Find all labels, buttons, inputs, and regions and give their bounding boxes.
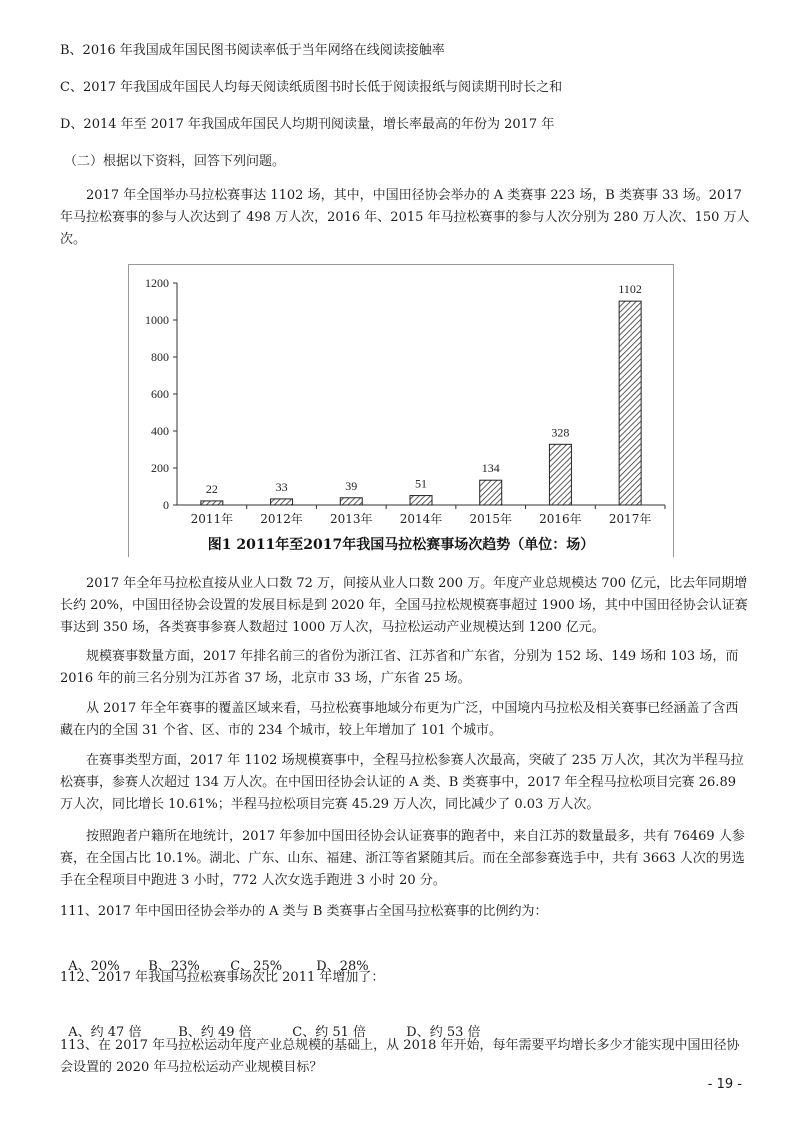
bar-value-label: 51 <box>415 476 427 491</box>
x-tick-label: 2016年 <box>539 512 582 526</box>
bar <box>271 499 293 505</box>
paragraph-industry: 2017 年全年马拉松直接从业人口数 72 万，间接从业人口数 200 万。年度产业总规模达 700 亿元，比去年同期增长约 20%，中国田径协会设置的发展目标是到 2020 年，全国马拉松规模赛事超过 1900 场，其中中国田径协会认证赛事达到 350 场，各类赛事参赛人数超过 1000 万人次，马拉松运动产业规模达到 1200 亿元。 <box>60 576 748 635</box>
chart-canvas <box>129 265 673 557</box>
y-tick-label: 1200 <box>145 276 169 290</box>
paragraph-provinces: 规模赛事数量方面，2017 年排名前三的省份为浙江省、江苏省和广东省，分别为 152 场、149 场和 103 场，而 2016 年的前三名分别为江苏省 37 场，北京市 33 场，广东省 25 场。 <box>60 649 739 686</box>
question-111-stem: 111、2017 年中国田径协会举办的 A 类与 B 类赛事占全国马拉松赛事的比例约为： <box>60 904 548 919</box>
paragraph-coverage: 从 2017 年全年赛事的覆盖区域来看，马拉松赛事地域分布更为广泛，中国境内马拉松及相关赛事已经涵盖了含西藏在内的全国 31 个省、区、市的 234 个城市，较上年增加了 101 个城市。 <box>60 701 739 738</box>
q111-option-d[interactable]: D、28% <box>316 959 369 974</box>
q111-option-b[interactable]: B、23% <box>148 959 200 974</box>
bar-value-label: 328 <box>551 425 570 440</box>
q112-option-d[interactable]: D、约 53 倍 <box>406 1025 481 1040</box>
bar <box>480 480 502 505</box>
y-tick-label: 200 <box>151 461 169 475</box>
q111-option-a[interactable]: A、20% <box>68 959 120 974</box>
bar-value-label: 22 <box>205 481 218 496</box>
x-tick-label: 2014年 <box>399 512 443 526</box>
section-heading: （二）根据以下资料，回答下列问题。 <box>64 154 286 169</box>
chart-title: 图1 2011年至2017年我国马拉松赛事场次趋势（单位：场） <box>207 537 595 553</box>
bar-value-label: 39 <box>345 478 358 493</box>
option-d-line: D、2014 年至 2017 年我国成年国民人均期刊阅读量，增长率最高的年份为 2017 年 <box>60 117 555 132</box>
y-tick-label: 1000 <box>145 313 169 327</box>
bar <box>201 501 223 505</box>
intro-paragraph: 2017 年全国举办马拉松赛事达 1102 场，其中，中国田径协会举办的 A 类赛事 223 场，B 类赛事 33 场。2017 年马拉松赛事的参与人次达到了 498 万人次，2016 年、2015 年马拉松赛事的参与人次分别为 280 万人次、150 万人次。 <box>60 188 750 247</box>
bar-value-label: 134 <box>481 461 500 476</box>
bar-chart <box>128 264 674 557</box>
q112-option-a[interactable]: A、约 47 倍 <box>68 1025 142 1040</box>
paragraph-runners: 按照跑者户籍所在地统计，2017 年参加中国田径协会认证赛事的跑者中，来自江苏的数量最多，共有 76469 人参赛，在全国占比 10.1%。湖北、广东、山东、福建、浙江等省紧随其后。而在全部参赛选手中，共有 3663 人次的男选手在全程项目中跑进 3 小时，772 人次女选手跑进 3 小时 20 分。 <box>60 829 745 888</box>
bar <box>340 498 362 505</box>
bar-value-label: 33 <box>275 479 288 494</box>
y-tick-label: 400 <box>151 424 169 438</box>
bar <box>619 301 641 505</box>
y-tick-label: 800 <box>151 350 169 364</box>
y-tick-label: 600 <box>151 387 169 401</box>
x-tick-label: 2013年 <box>330 512 373 526</box>
question-112-stem: 112、2017 年我国马拉松赛事场次比 2011 年增加了： <box>60 970 385 985</box>
paragraph-event-types: 在赛事类型方面，2017 年 1102 场规模赛事中，全程马拉松参赛人次最高，突破了 235 万人次，其次为半程马拉松赛事，参赛人次超过 134 万人次。在中国田径协会认证的 A 类、B 类赛事中，2017 年全程马拉松项目完赛 26.89 万人次，同比增长 10.61%；半程马拉松项目完赛 45.29 万人次，同比减少了 0.03 万人次。 <box>60 753 744 812</box>
question-113-stem: 113、在 2017 年马拉松运动年度产业总规模的基础上，从 2018 年开始，每年需要平均增长多少才能实现中国田径协会设置的 2020 年马拉松运动产业规模目标？ <box>60 1038 740 1075</box>
x-tick-label: 2012年 <box>260 512 303 526</box>
option-c-line: C、2017 年我国成年国民人均每天阅读纸质图书时长低于阅读报纸与阅读期刊时长之和 <box>60 80 563 95</box>
x-tick-label: 2017年 <box>608 512 652 526</box>
y-tick-label: 0 <box>163 498 169 512</box>
q112-option-b[interactable]: B、约 49 倍 <box>178 1025 252 1040</box>
bar <box>410 496 432 505</box>
x-tick-label: 2015年 <box>469 512 512 526</box>
x-tick-label: 2011年 <box>190 512 234 526</box>
q112-option-c[interactable]: C、约 51 倍 <box>292 1025 367 1040</box>
bar-value-label: 1102 <box>618 282 642 297</box>
option-b-line: B、2016 年我国成年国民图书阅读率低于当年网络在线阅读接触率 <box>60 43 445 58</box>
q111-option-c[interactable]: C、25% <box>230 959 283 974</box>
bar <box>549 444 571 505</box>
page-number: - 19 - <box>707 1077 742 1092</box>
